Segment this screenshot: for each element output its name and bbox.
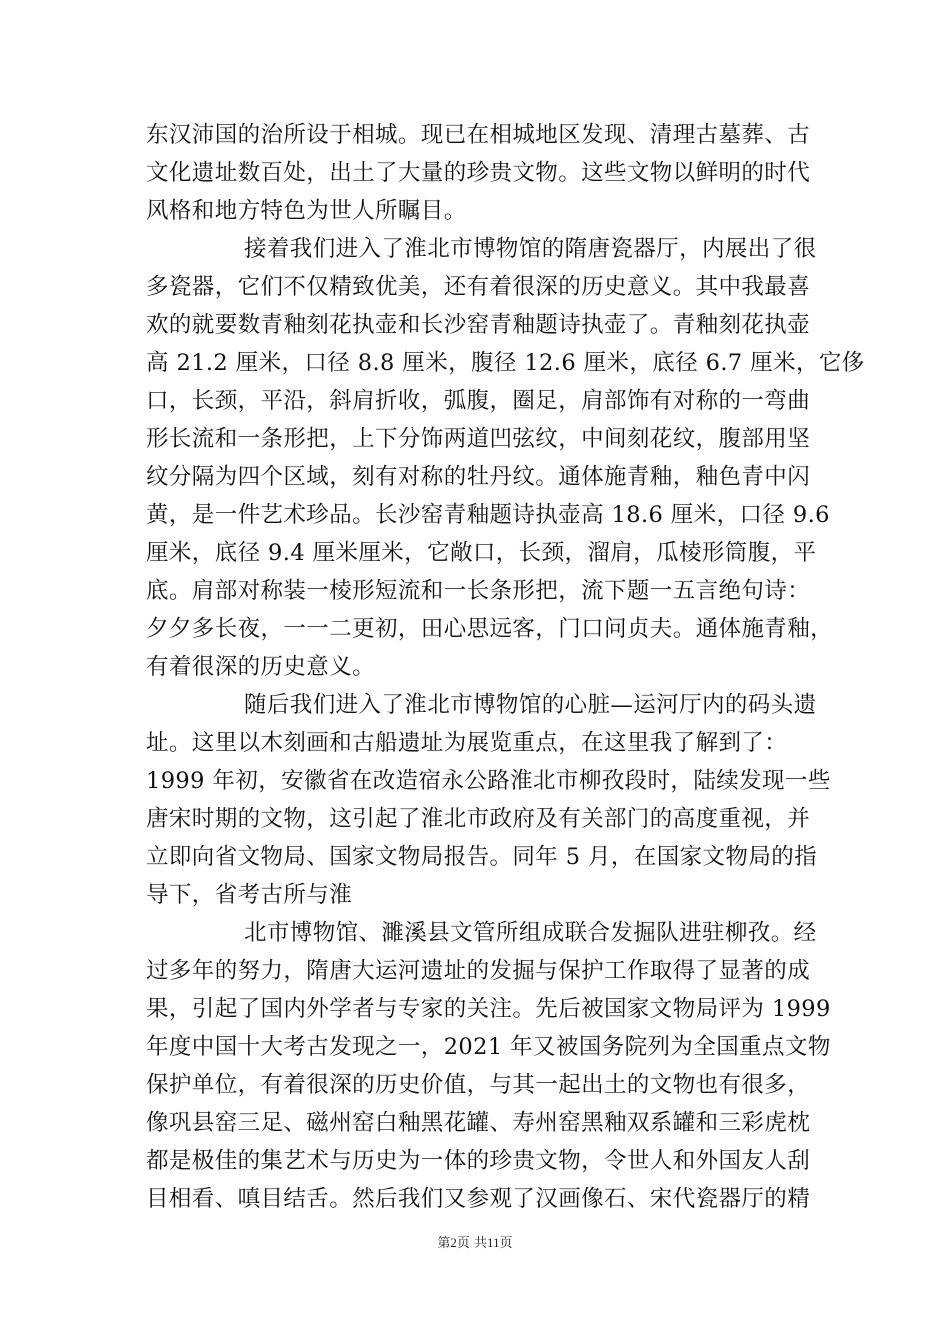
footer-total-pages: 11 [487, 1235, 500, 1250]
text-line: 立即向省文物局、国家文物局报告。同年 5 月，在国家文物局的指 [146, 844, 818, 870]
text-line: 址。这里以木刻画和古船遗址为展览重点，在这里我了解到了： [146, 730, 788, 756]
text-line: 文化遗址数百处，出土了大量的珍贵文物。这些文物以鲜明的时代 [146, 160, 811, 186]
text-line: 唐宋时期的文物，这引起了淮北市政府及有关部门的高度重视，并 [146, 806, 811, 832]
text-line: 年度中国十大考古发现之一，2021 年又被国务院列为全国重点文物 [146, 1034, 831, 1060]
text-line: 果，引起了国内外学者与专家的关注。先后被国家文物局评为 1999 [146, 996, 831, 1022]
text-line: 像巩县窑三足、磁州窑白釉黑花罐、寿州窑黑釉双系罐和三彩虎枕 [146, 1110, 811, 1136]
text-line: 都是极佳的集艺术与历史为一体的珍贵文物，令世人和外国友人刮 [146, 1148, 811, 1174]
text-line: 高 21.2 厘米，口径 8.8 厘米，腹径 12.6 厘米，底径 6.7 厘米，它侈 [146, 350, 865, 376]
text-line: 黄，是一件艺术珍品。长沙窑青釉题诗执壶高 18.6 厘米，口径 9.6 [146, 502, 830, 528]
text-line: 多瓷器，它们不仅精致优美，还有着很深的历史意义。其中我最喜 [146, 274, 811, 300]
paragraph-start-line: 随后我们进入了淮北市博物馆的心脏—运河厅内的码头遗 [244, 692, 817, 718]
text-line: 欢的就要数青釉刻花执壶和长沙窑青釉题诗执壶了。青釉刻花执壶 [146, 312, 811, 338]
text-line: 东汉沛国的治所设于相城。现已在相城地区发现、清理古墓葬、古 [146, 122, 811, 148]
text-line: 形长流和一条形把，上下分饰两道凹弦纹，中间刻花纹，腹部用坚 [146, 426, 811, 452]
text-line: 风格和地方特色为世人所瞩目。 [146, 198, 467, 224]
text-line: 保护单位，有着很深的历史价值，与其一起出土的文物也有很多， [146, 1072, 811, 1098]
footer-prefix: 第 [437, 1236, 451, 1251]
text-line: 导下，省考古所与淮 [146, 882, 353, 908]
text-line: 1999 年初，安徽省在改造宿永公路淮北市柳孜段时，陆续发现一些 [146, 768, 831, 794]
text-line: 纹分隔为四个区域，刻有对称的牡丹纹。通体施青釉，釉色青中闪 [146, 464, 811, 490]
text-line: 底。肩部对称装一棱形短流和一长条形把，流下题一五言绝句诗： [146, 578, 811, 604]
text-line: 目相看、嗔目结舌。然后我们又参观了汉画像石、宋代瓷器厅的精 [146, 1186, 811, 1212]
paragraph-start-line: 接着我们进入了淮北市博物馆的隋唐瓷器厅，内展出了很 [244, 236, 817, 262]
text-line: 夕夕多长夜，一一二更初，田心思远客，门口问贞夫。通体施青釉， [146, 616, 834, 642]
paragraph-start-line: 北市博物馆、濉溪县文管所组成联合发掘队进驻柳孜。经 [244, 920, 817, 946]
footer-middle: 页 共 [456, 1236, 488, 1251]
text-line: 过多年的努力，隋唐大运河遗址的发掘与保护工作取得了显著的成 [146, 958, 811, 984]
footer-suffix: 页 [499, 1236, 513, 1251]
page-footer [0, 1232, 950, 1251]
text-line: 厘米，底径 9.4 厘米厘米，它敞口，长颈，溜肩，瓜棱形筒腹，平 [146, 540, 817, 566]
text-line: 有着很深的历史意义。 [146, 654, 376, 680]
footer-page-number: 2 [450, 1235, 457, 1250]
text-line: 口，长颈，平沿，斜肩折收，弧腹，圈足，肩部饰有对称的一弯曲 [146, 388, 811, 414]
